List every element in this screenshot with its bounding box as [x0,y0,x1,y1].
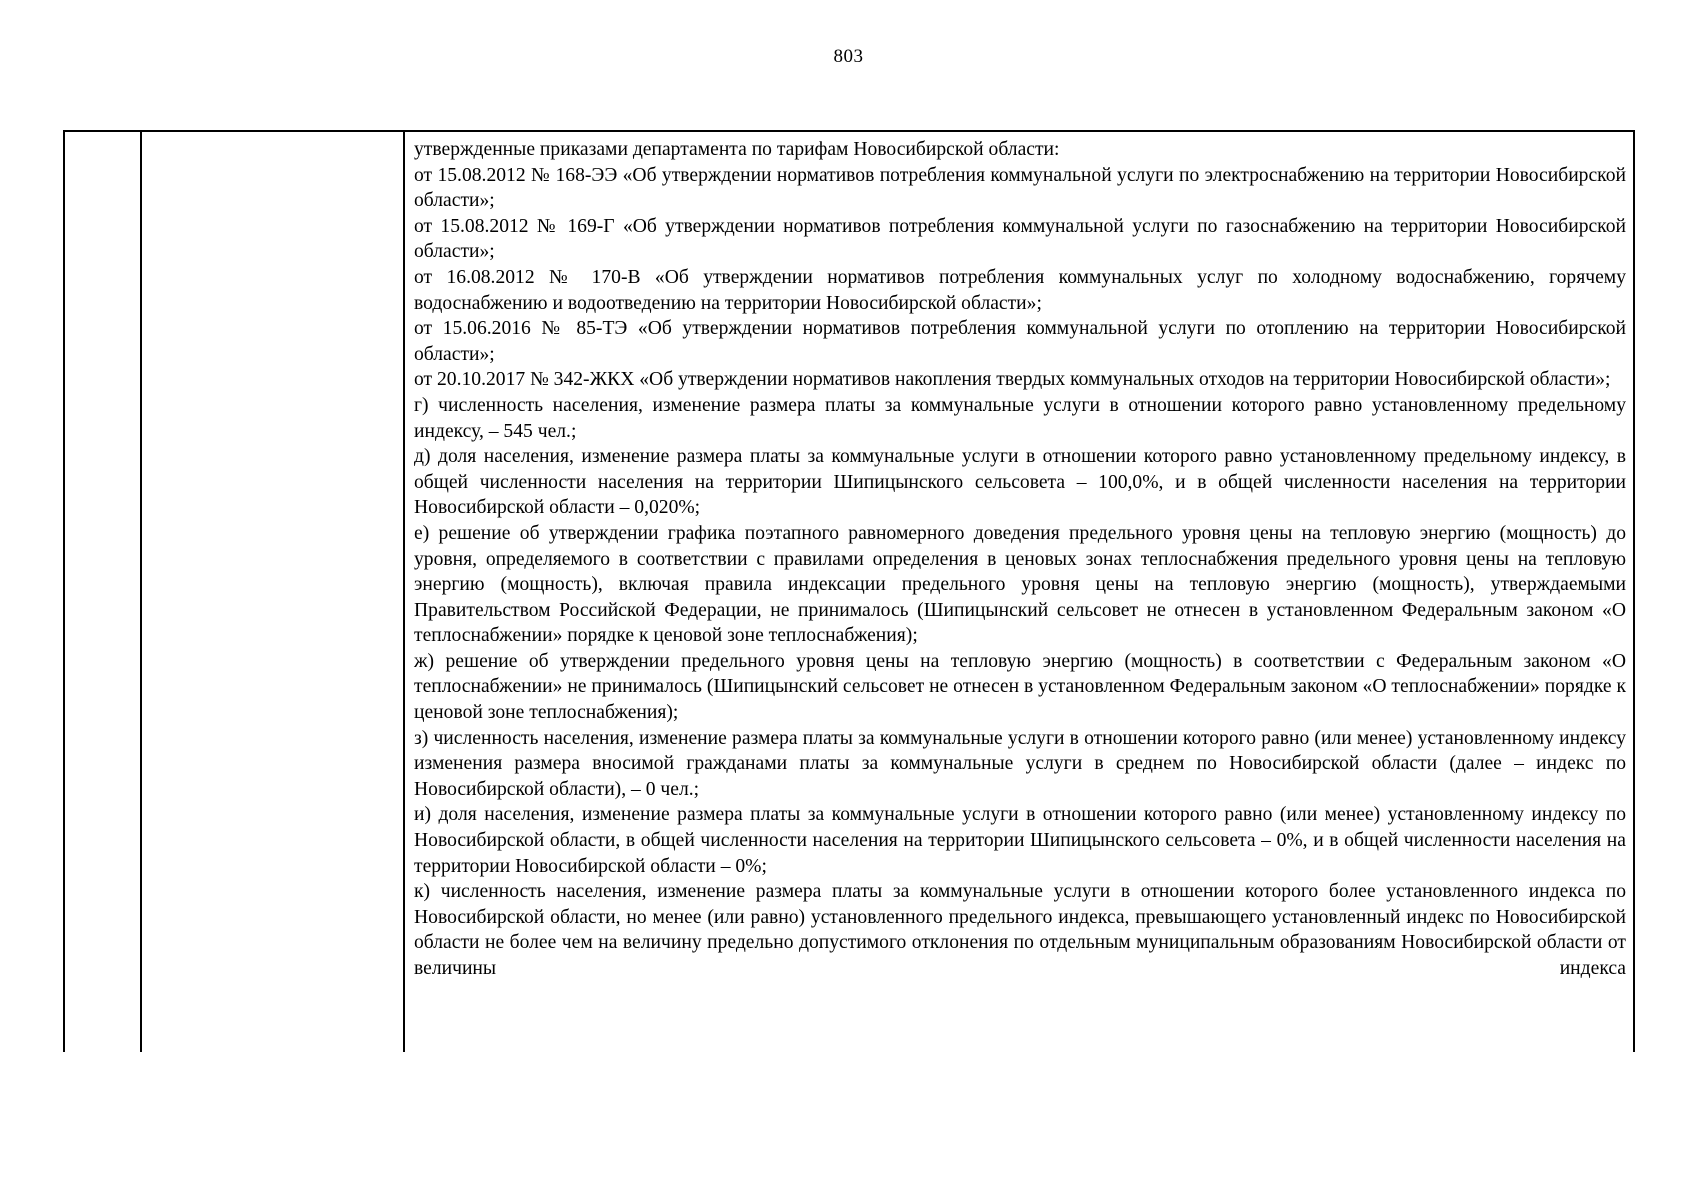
table-cell-body-text [403,132,1635,1052]
paragraph-order-342: от 20.10.2017 № 342-ЖКХ «Об утверждении нормативов накопления твердых коммунальных отходов на территории Новосибирской области»; [414,369,1611,391]
paragraph-order-169: от 15.08.2012 № 169-Г «Об утверждении нормативов потребления коммунальной услуги по газоснабжению на территории Новосибирской области»; [414,215,1626,263]
paragraph-item-zh: ж) решение об утверждении предельного уровня цены на тепловую энергию (мощность) в соответствии с Федеральным законом «О теплоснабжении» не принималось (Шипицынский сельсовет не отнесен в установленном Федеральным законом «О теплоснабжении» порядке к ценовой зоне теплоснабжения); [414,650,1626,724]
page-number: 803 [833,46,864,67]
paragraph-item-k: к) численность населения, изменение размера платы за коммунальные услуги в отношении которого более установленного индекса по Новосибирской области, но менее (или равно) установленного предельного индекса, превышающего установленный индекс по Новосибирской области не более чем на величину предельно допустимого отклонения по отдельным муниципальным образованиям Новосибирской области от величины индекса [414,881,1626,979]
paragraph-item-z: з) численность населения, изменение размера платы за коммунальные услуги в отношении которого равно (или менее) установленному индексу изменения размера вносимой гражданами платы за коммунальные услуги в среднем по Новосибирской области (далее – индекс по Новосибирской области), – 0 чел.; [414,727,1626,800]
paragraph-intro: утвержденные приказами департамента по тарифам Новосибирской области: [414,139,1060,160]
paragraph-item-i: и) доля населения, изменение размера платы за коммунальные услуги в отношении которого равно (или менее) установленному индексу по Новосибирской области, в общей численности населения на территории Шипицынского сельсовета – 0%, и в общей численности населения на территории Новосибирской области – 0%; [414,804,1626,877]
paragraph-item-e: е) решение об утверждении графика поэтапного равномерного доведения предельного уровня цены на тепловую энергию (мощность) до уровня, определяемого в соответствии с правилами определения в ценовых зонах теплоснабжения предельного уровня цены на тепловую энергию (мощность), включая правила индексации предельного уровня цены на тепловую энергию (мощность), утверждаемыми Правительством Российской Федерации, не принималось (Шипицынский сельсовет не отнесен в установленном Федеральным законом «О теплоснабжении» порядке к ценовой зоне теплоснабжения); [414,522,1626,647]
paragraph-item-g: г) численность населения, изменение размера платы за коммунальные услуги в отношении которого равно установленному предельному индексу, – 545 чел.; [414,394,1626,442]
table-cell-empty-2 [140,132,403,1052]
table-cell-empty-1 [63,132,140,1052]
paragraph-order-85: от 15.06.2016 № 85-ТЭ «Об утверждении нормативов потребления коммунальной услуги по отоплению на территории Новосибирской области»; [414,318,1626,365]
paragraph-order-170: от 16.08.2012 № 170-В «Об утверждении нормативов потребления коммунальных услуг по холодному водоснабжению, горячему водоснабжению и водоотведению на территории Новосибирской области»; [414,266,1626,314]
document-table [63,130,1635,1052]
paragraph-order-168: от 15.08.2012 № 168-ЭЭ «Об утверждении нормативов потребления коммунальной услуги по электроснабжению на территории Новосибирской области»; [414,164,1626,212]
paragraph-item-d: д) доля населения, изменение размера платы за коммунальные услуги в отношении которого равно установленному предельному индексу, в общей численности населения на территории Шипицынского сельсовета – 100,0%, и в общей численности населения на территории Новосибирской области – 0,020%; [414,446,1626,519]
